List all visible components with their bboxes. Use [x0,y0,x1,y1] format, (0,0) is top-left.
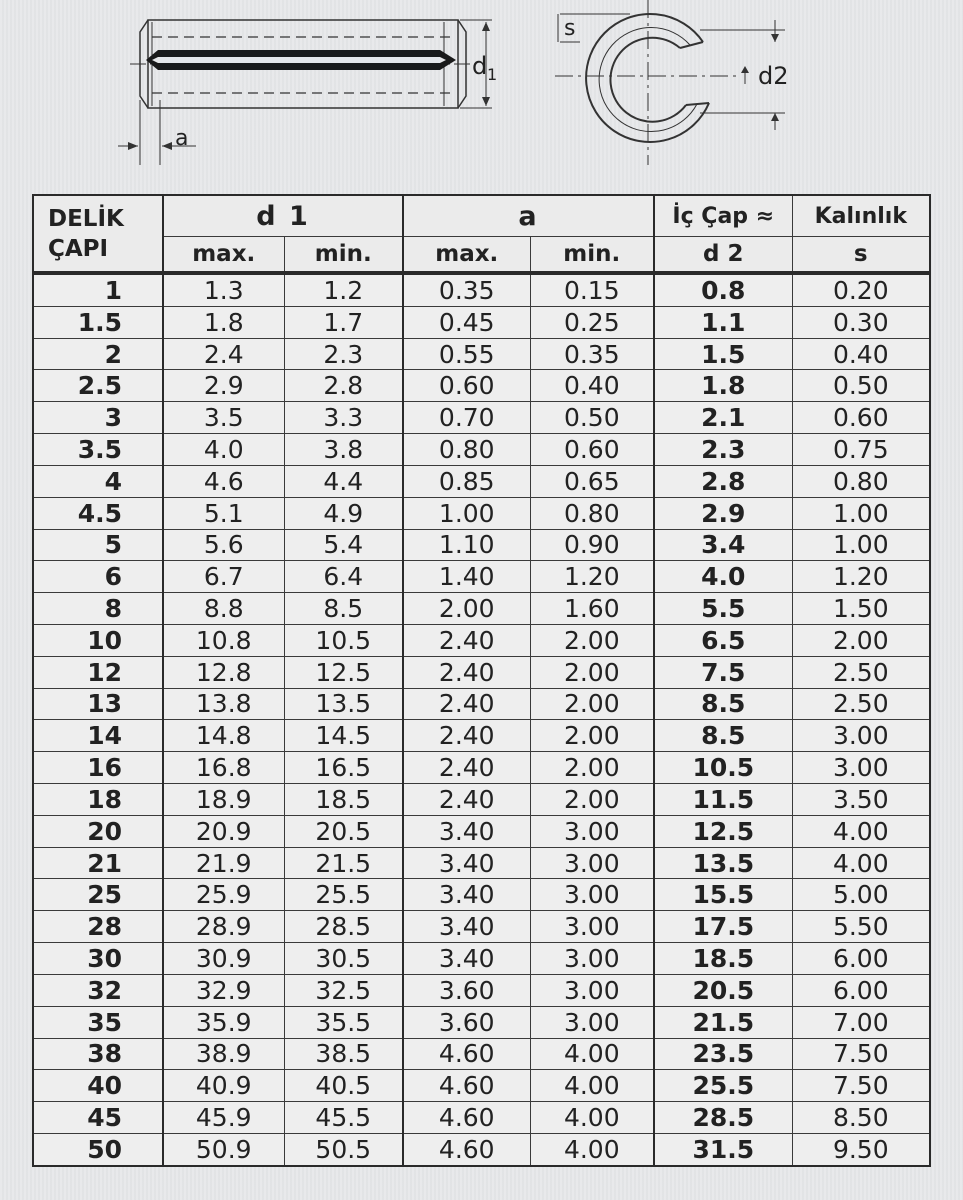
hole-diameter-cell: 38 [33,1038,163,1070]
d2-cell: 2.1 [654,402,792,434]
a-max-cell: 3.40 [403,847,530,879]
d2-cell: 25.5 [654,1070,792,1102]
hole-diameter-cell: 13 [33,688,163,720]
d1-min-cell: 3.8 [284,434,403,466]
a-max-cell: 3.40 [403,943,530,975]
s-cell: 1.50 [792,593,930,625]
table-row [33,943,930,975]
d2-cell: 1.1 [654,306,792,338]
d1-min-cell: 50.5 [284,1133,403,1166]
a-max-cell: 3.60 [403,974,530,1006]
a-min-cell: 3.00 [530,911,654,943]
d2-cell: 23.5 [654,1038,792,1070]
s-cell: 7.50 [792,1070,930,1102]
d1-min-cell: 2.3 [284,338,403,370]
s-cell: 5.00 [792,879,930,911]
d1-min-cell: 45.5 [284,1102,403,1134]
d1-max-cell: 13.8 [163,688,284,720]
s-cell: 2.50 [792,656,930,688]
d2-cell: 0.8 [654,273,792,306]
s-cell: 3.00 [792,752,930,784]
a-max-cell: 4.60 [403,1102,530,1134]
d1-max-cell: 10.8 [163,624,284,656]
a-min-cell: 3.00 [530,879,654,911]
d1-max-cell: 1.8 [163,306,284,338]
a-min-cell: 0.90 [530,529,654,561]
s-cell: 0.30 [792,306,930,338]
a-max-cell: 0.45 [403,306,530,338]
table-row [33,656,930,688]
d1-max-cell: 20.9 [163,815,284,847]
inner-diameter-header: İç Çap ≈ [654,195,792,237]
s-cell: 5.50 [792,911,930,943]
d1-min-cell: 28.5 [284,911,403,943]
a-min-cell: 0.60 [530,434,654,466]
hole-diameter-cell: 4 [33,465,163,497]
s-label: s [564,16,576,41]
table-row [33,1102,930,1134]
hole-diameter-cell: 35 [33,1006,163,1038]
spring-pin-dimension-table [32,194,931,1167]
a-min-cell: 0.50 [530,402,654,434]
d1-max-cell: 50.9 [163,1133,284,1166]
a-header: a [403,195,654,237]
hole-diameter-cell: 2.5 [33,370,163,402]
s-cell: 0.60 [792,402,930,434]
d2-cell: 21.5 [654,1006,792,1038]
d1-max-cell: 35.9 [163,1006,284,1038]
hole-diameter-cell: 21 [33,847,163,879]
table-row [33,815,930,847]
s-cell: 6.00 [792,974,930,1006]
hole-diameter-cell: 25 [33,879,163,911]
d1-max-cell: 4.6 [163,465,284,497]
hole-diameter-cell: 16 [33,752,163,784]
a-min-header: min. [530,237,654,274]
d1-max-cell: 32.9 [163,974,284,1006]
d2-cell: 8.5 [654,720,792,752]
s-cell: 4.00 [792,847,930,879]
d1-max-cell: 40.9 [163,1070,284,1102]
d1-min-cell: 20.5 [284,815,403,847]
hole-diameter-cell: 30 [33,943,163,975]
table-row [33,784,930,816]
d1-min-cell: 4.4 [284,465,403,497]
d1-max-cell: 12.8 [163,656,284,688]
hole-diameter-cell: 45 [33,1102,163,1134]
d2-cell: 20.5 [654,974,792,1006]
d1-max-header: max. [163,237,284,274]
d1-max-cell: 25.9 [163,879,284,911]
a-min-cell: 3.00 [530,815,654,847]
table-row [33,974,930,1006]
d2-cell: 1.5 [654,338,792,370]
a-min-cell: 2.00 [530,624,654,656]
table-row [33,402,930,434]
d1-min-cell: 38.5 [284,1038,403,1070]
d1-min-cell: 40.5 [284,1070,403,1102]
hole-diameter-cell: 18 [33,784,163,816]
a-min-cell: 1.60 [530,593,654,625]
table-row [33,593,930,625]
table-row [33,1006,930,1038]
hole-diameter-cell: 40 [33,1070,163,1102]
d1-min-cell: 12.5 [284,656,403,688]
hole-diameter-cell: 12 [33,656,163,688]
d1-max-cell: 30.9 [163,943,284,975]
a-max-cell: 4.60 [403,1038,530,1070]
d1-min-cell: 5.4 [284,529,403,561]
ring-end-view [555,0,785,165]
a-min-cell: 0.25 [530,306,654,338]
d2-cell: 6.5 [654,624,792,656]
a-max-cell: 0.55 [403,338,530,370]
a-max-cell: 3.40 [403,911,530,943]
a-min-cell: 2.00 [530,656,654,688]
a-min-cell: 3.00 [530,943,654,975]
hole-diameter-cell: 3 [33,402,163,434]
a-max-cell: 2.40 [403,720,530,752]
s-cell: 0.20 [792,273,930,306]
hole-diameter-cell: 32 [33,974,163,1006]
a-min-cell: 2.00 [530,688,654,720]
d2-cell: 18.5 [654,943,792,975]
table-row [33,1038,930,1070]
d2-cell: 3.4 [654,529,792,561]
d2-cell: 8.5 [654,688,792,720]
hole-diameter-header [33,195,163,273]
s-cell: 3.50 [792,784,930,816]
d1-max-cell: 8.8 [163,593,284,625]
table-row [33,370,930,402]
a-min-cell: 2.00 [530,720,654,752]
table-row [33,720,930,752]
d1-min-cell: 14.5 [284,720,403,752]
d1-max-cell: 5.6 [163,529,284,561]
d1-min-cell: 2.8 [284,370,403,402]
a-max-cell: 2.40 [403,656,530,688]
d2-cell: 5.5 [654,593,792,625]
a-max-cell: 3.40 [403,879,530,911]
a-min-cell: 3.00 [530,847,654,879]
d2-header: d 2 [654,237,792,274]
d1-max-cell: 18.9 [163,784,284,816]
d1-min-cell: 30.5 [284,943,403,975]
s-cell: 9.50 [792,1133,930,1166]
d1-min-cell: 35.5 [284,1006,403,1038]
table-row [33,1070,930,1102]
s-cell: 7.50 [792,1038,930,1070]
d2-label: d2 [758,62,789,90]
a-max-cell: 4.60 [403,1133,530,1166]
table-body [33,273,930,1166]
d2-cell: 28.5 [654,1102,792,1134]
d2-cell: 1.8 [654,370,792,402]
d1-min-cell: 32.5 [284,974,403,1006]
d1-max-cell: 2.9 [163,370,284,402]
a-label: a [175,126,189,151]
table-row [33,1133,930,1166]
a-min-cell: 4.00 [530,1102,654,1134]
hole-diameter-cell: 14 [33,720,163,752]
hole-diameter-cell: 1.5 [33,306,163,338]
d1-min-cell: 6.4 [284,561,403,593]
s-cell: 0.80 [792,465,930,497]
table-row [33,306,930,338]
a-max-cell: 0.35 [403,273,530,306]
table-header [33,195,930,273]
d1-min-cell: 10.5 [284,624,403,656]
a-max-cell: 2.40 [403,752,530,784]
s-cell: 6.00 [792,943,930,975]
d1-min-cell: 4.9 [284,497,403,529]
d2-cell: 4.0 [654,561,792,593]
hole-diameter-cell: 2 [33,338,163,370]
a-min-cell: 0.80 [530,497,654,529]
table-row [33,273,930,306]
hole-diameter-cell: 28 [33,911,163,943]
a-min-cell: 4.00 [530,1038,654,1070]
a-min-cell: 2.00 [530,784,654,816]
d1-label-sub: 1 [487,65,498,84]
table-row [33,911,930,943]
d1-min-cell: 25.5 [284,879,403,911]
a-max-cell: 1.00 [403,497,530,529]
a-max-cell: 3.60 [403,1006,530,1038]
a-max-cell: 2.40 [403,784,530,816]
a-max-cell: 0.70 [403,402,530,434]
a-min-cell: 3.00 [530,1006,654,1038]
d2-cell: 2.8 [654,465,792,497]
table-row [33,465,930,497]
s-cell: 4.00 [792,815,930,847]
hole-diameter-cell: 1 [33,273,163,306]
d1-max-cell: 21.9 [163,847,284,879]
a-max-cell: 0.60 [403,370,530,402]
table-row [33,561,930,593]
d1-max-cell: 6.7 [163,561,284,593]
d1-label: d [472,52,488,80]
technical-diagram [0,0,963,185]
d1-max-cell: 28.9 [163,911,284,943]
a-min-cell: 2.00 [530,752,654,784]
d1-max-cell: 14.8 [163,720,284,752]
table-row [33,624,930,656]
d2-cell: 13.5 [654,847,792,879]
a-min-cell: 1.20 [530,561,654,593]
a-max-cell: 2.40 [403,688,530,720]
d1-max-cell: 45.9 [163,1102,284,1134]
hole-diameter-header-line1: DELİK [48,205,124,232]
d1-min-cell: 21.5 [284,847,403,879]
d2-cell: 12.5 [654,815,792,847]
d2-cell: 31.5 [654,1133,792,1166]
d2-cell: 2.9 [654,497,792,529]
d1-min-cell: 13.5 [284,688,403,720]
a-max-header: max. [403,237,530,274]
table-row [33,752,930,784]
s-cell: 7.00 [792,1006,930,1038]
a-max-cell: 4.60 [403,1070,530,1102]
d1-max-cell: 4.0 [163,434,284,466]
d1-min-header: min. [284,237,403,274]
d2-cell: 11.5 [654,784,792,816]
hole-diameter-cell: 8 [33,593,163,625]
hole-diameter-cell: 5 [33,529,163,561]
table-row [33,529,930,561]
a-max-cell: 0.85 [403,465,530,497]
table-row [33,497,930,529]
hole-diameter-cell: 20 [33,815,163,847]
s-cell: 0.75 [792,434,930,466]
a-max-cell: 1.40 [403,561,530,593]
d1-min-cell: 1.2 [284,273,403,306]
d1-max-cell: 38.9 [163,1038,284,1070]
a-min-cell: 0.40 [530,370,654,402]
d2-cell: 17.5 [654,911,792,943]
d1-max-cell: 1.3 [163,273,284,306]
a-max-cell: 1.10 [403,529,530,561]
a-max-cell: 0.80 [403,434,530,466]
s-cell: 2.00 [792,624,930,656]
d2-cell: 15.5 [654,879,792,911]
table-row [33,434,930,466]
a-min-cell: 0.35 [530,338,654,370]
s-header: s [792,237,930,274]
thickness-header: Kalınlık [792,195,930,237]
table-row [33,688,930,720]
d2-cell: 10.5 [654,752,792,784]
s-cell: 1.00 [792,529,930,561]
table-row [33,847,930,879]
a-min-cell: 4.00 [530,1133,654,1166]
a-min-cell: 4.00 [530,1070,654,1102]
d2-cell: 7.5 [654,656,792,688]
d1-min-cell: 3.3 [284,402,403,434]
a-max-cell: 3.40 [403,815,530,847]
s-cell: 2.50 [792,688,930,720]
d1-max-cell: 2.4 [163,338,284,370]
a-min-cell: 0.15 [530,273,654,306]
hole-diameter-cell: 6 [33,561,163,593]
s-cell: 0.40 [792,338,930,370]
hole-diameter-cell: 4.5 [33,497,163,529]
d2-cell: 2.3 [654,434,792,466]
d1-max-cell: 5.1 [163,497,284,529]
hole-diameter-cell: 3.5 [33,434,163,466]
hole-diameter-cell: 50 [33,1133,163,1166]
d1-max-cell: 3.5 [163,402,284,434]
s-cell: 0.50 [792,370,930,402]
d1-min-cell: 16.5 [284,752,403,784]
a-min-cell: 0.65 [530,465,654,497]
d1-min-cell: 1.7 [284,306,403,338]
d1-min-cell: 18.5 [284,784,403,816]
a-max-cell: 2.00 [403,593,530,625]
s-cell: 1.20 [792,561,930,593]
s-cell: 8.50 [792,1102,930,1134]
d1-header: d 1 [163,195,403,237]
hole-diameter-header-line2: ÇAPI [48,235,109,262]
a-min-cell: 3.00 [530,974,654,1006]
s-cell: 1.00 [792,497,930,529]
table-row [33,879,930,911]
d1-min-cell: 8.5 [284,593,403,625]
a-max-cell: 2.40 [403,624,530,656]
hole-diameter-cell: 10 [33,624,163,656]
table-row [33,338,930,370]
d1-max-cell: 16.8 [163,752,284,784]
s-cell: 3.00 [792,720,930,752]
